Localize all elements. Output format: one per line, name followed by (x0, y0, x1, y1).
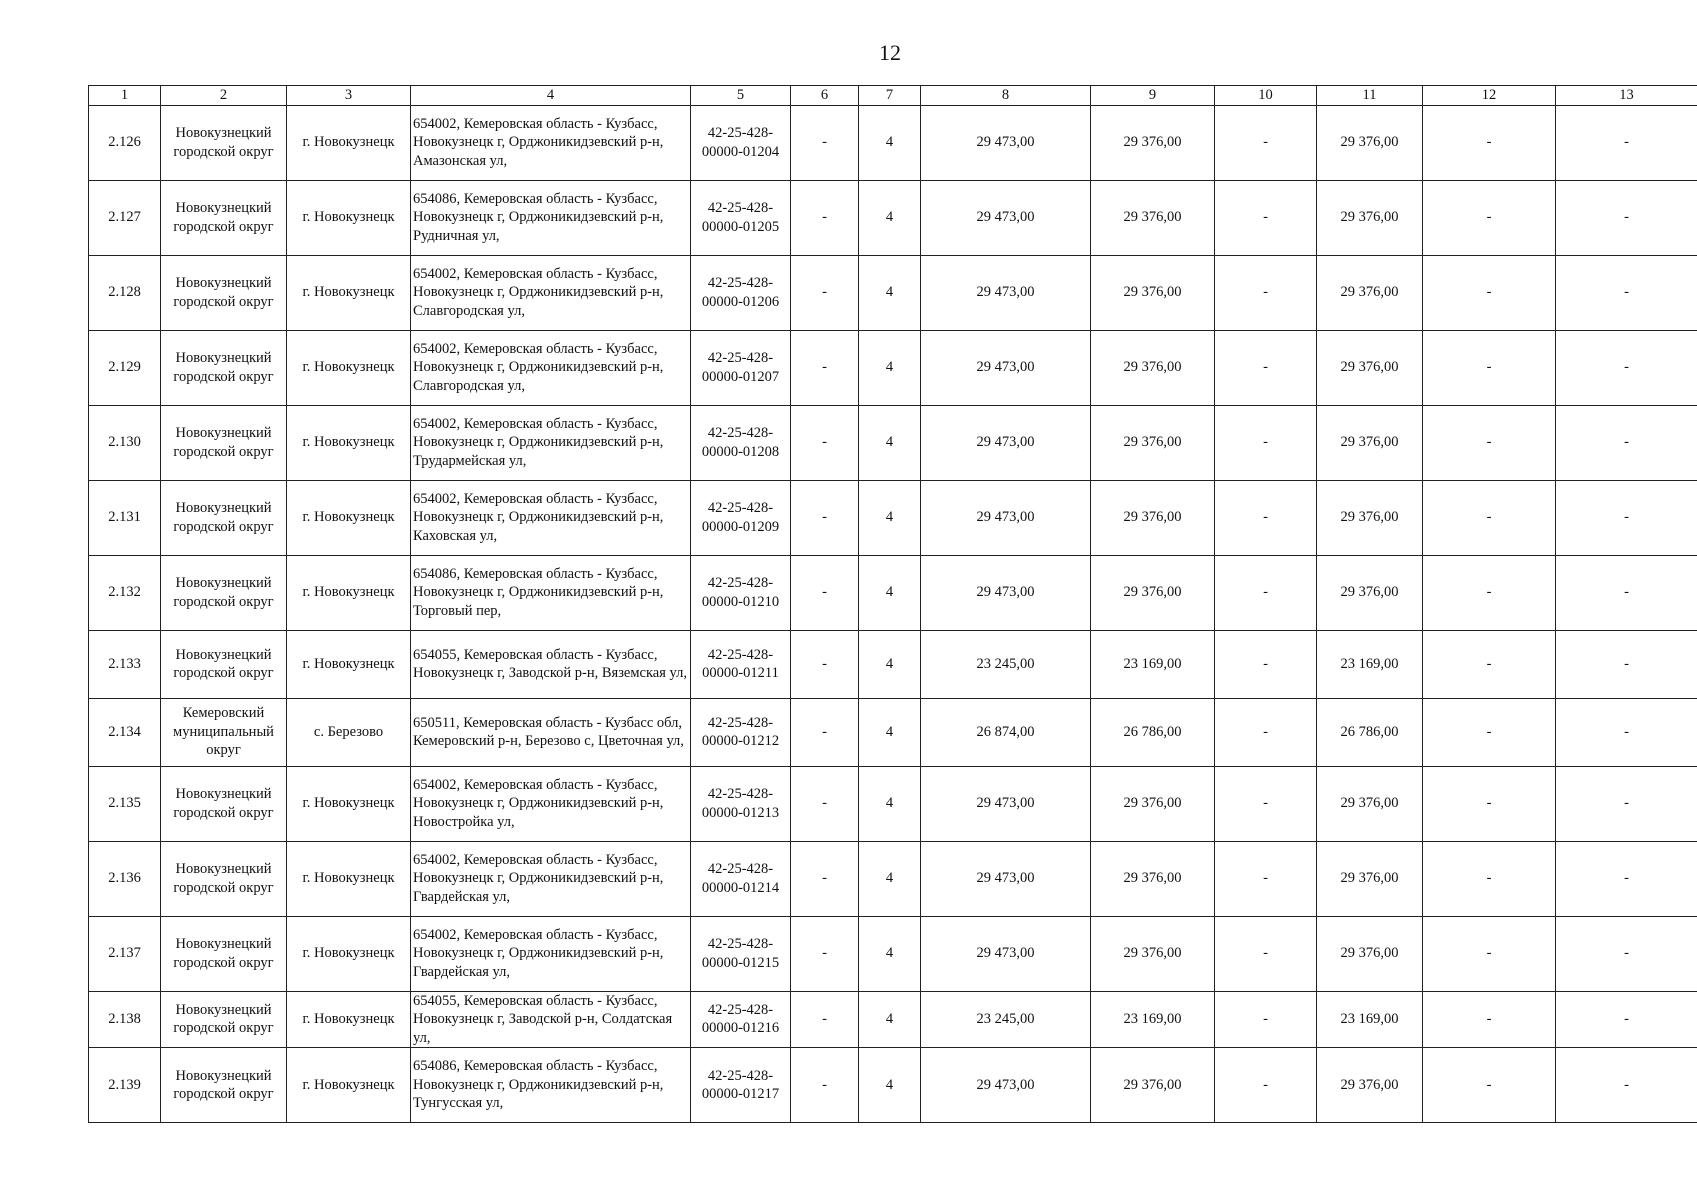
row-number-cell: 2.128 (89, 255, 161, 330)
settlement-cell: г. Новокузнецк (287, 255, 411, 330)
register-table (88, 85, 1697, 1123)
col10-cell: - (1215, 841, 1317, 916)
table-row (89, 180, 1697, 255)
address-cell: 654002, Кемеровская область - Кузбасс, Новокузнецк г, Орджоникидзевский р-н, Амазонская ул, (411, 105, 691, 180)
col13-cell: - (1556, 105, 1697, 180)
col8-amount-cell: 29 473,00 (921, 555, 1091, 630)
column-header: 10 (1215, 86, 1317, 106)
address-cell: 654086, Кемеровская область - Кузбасс, Новокузнецк г, Орджоникидзевский р-н, Тунгусская ул, (411, 1048, 691, 1123)
col10-cell: - (1215, 405, 1317, 480)
col9-amount-cell: 23 169,00 (1091, 630, 1215, 698)
district-cell: Новокузнецкий городской округ (161, 480, 287, 555)
col6-cell: - (791, 698, 859, 766)
table-row (89, 480, 1697, 555)
row-number-cell: 2.129 (89, 330, 161, 405)
table-row (89, 991, 1697, 1048)
col11-amount-cell: 29 376,00 (1317, 405, 1423, 480)
address-cell: 654086, Кемеровская область - Кузбасс, Новокузнецк г, Орджоникидзевский р-н, Рудничная ул, (411, 180, 691, 255)
col7-cell: 4 (859, 330, 921, 405)
col13-cell: - (1556, 1048, 1697, 1123)
district-cell: Кемеровский муниципальный округ (161, 698, 287, 766)
table-row (89, 330, 1697, 405)
table-row (89, 105, 1697, 180)
address-cell: 654086, Кемеровская область - Кузбасс, Новокузнецк г, Орджоникидзевский р-н, Торговый пер, (411, 555, 691, 630)
col12-cell: - (1423, 405, 1556, 480)
row-number-cell: 2.138 (89, 991, 161, 1048)
col13-cell: - (1556, 991, 1697, 1048)
settlement-cell: г. Новокузнецк (287, 630, 411, 698)
col12-cell: - (1423, 330, 1556, 405)
col10-cell: - (1215, 916, 1317, 991)
column-header: 9 (1091, 86, 1215, 106)
code-cell: 42-25-428-00000-01205 (691, 180, 791, 255)
settlement-cell: г. Новокузнецк (287, 480, 411, 555)
page-number: 12 (879, 40, 901, 65)
row-number-cell: 2.135 (89, 766, 161, 841)
district-cell: Новокузнецкий городской округ (161, 916, 287, 991)
row-number-cell: 2.136 (89, 841, 161, 916)
col8-amount-cell: 29 473,00 (921, 330, 1091, 405)
row-number-cell: 2.139 (89, 1048, 161, 1123)
col6-cell: - (791, 330, 859, 405)
col12-cell: - (1423, 698, 1556, 766)
col13-cell: - (1556, 630, 1697, 698)
code-cell: 42-25-428-00000-01215 (691, 916, 791, 991)
col9-amount-cell: 29 376,00 (1091, 180, 1215, 255)
col11-amount-cell: 29 376,00 (1317, 555, 1423, 630)
col8-amount-cell: 29 473,00 (921, 180, 1091, 255)
col12-cell: - (1423, 555, 1556, 630)
col12-cell: - (1423, 841, 1556, 916)
col7-cell: 4 (859, 255, 921, 330)
col12-cell: - (1423, 991, 1556, 1048)
row-number-cell: 2.132 (89, 555, 161, 630)
table-row (89, 630, 1697, 698)
col13-cell: - (1556, 555, 1697, 630)
col6-cell: - (791, 555, 859, 630)
address-cell: 654002, Кемеровская область - Кузбасс, Новокузнецк г, Орджоникидзевский р-н, Гвардейская ул, (411, 841, 691, 916)
col6-cell: - (791, 1048, 859, 1123)
col10-cell: - (1215, 105, 1317, 180)
address-cell: 654002, Кемеровская область - Кузбасс, Новокузнецк г, Орджоникидзевский р-н, Трудармейская ул, (411, 405, 691, 480)
col13-cell: - (1556, 405, 1697, 480)
col7-cell: 4 (859, 555, 921, 630)
col9-amount-cell: 29 376,00 (1091, 480, 1215, 555)
district-cell: Новокузнецкий городской округ (161, 630, 287, 698)
address-cell: 654002, Кемеровская область - Кузбасс, Новокузнецк г, Орджоникидзевский р-н, Каховская ул, (411, 480, 691, 555)
col7-cell: 4 (859, 766, 921, 841)
col8-amount-cell: 29 473,00 (921, 105, 1091, 180)
settlement-cell: г. Новокузнецк (287, 916, 411, 991)
col8-amount-cell: 26 874,00 (921, 698, 1091, 766)
table-row (89, 405, 1697, 480)
col9-amount-cell: 29 376,00 (1091, 105, 1215, 180)
row-number-cell: 2.131 (89, 480, 161, 555)
address-cell: 654002, Кемеровская область - Кузбасс, Новокузнецк г, Орджоникидзевский р-н, Новостройка ул, (411, 766, 691, 841)
settlement-cell: г. Новокузнецк (287, 766, 411, 841)
address-cell: 654055, Кемеровская область - Кузбасс, Новокузнецк г, Заводской р-н, Вяземская ул, (411, 630, 691, 698)
settlement-cell: г. Новокузнецк (287, 555, 411, 630)
district-cell: Новокузнецкий городской округ (161, 766, 287, 841)
col8-amount-cell: 23 245,00 (921, 630, 1091, 698)
column-header: 4 (411, 86, 691, 106)
column-number-row (89, 86, 1697, 106)
col12-cell: - (1423, 766, 1556, 841)
col9-amount-cell: 26 786,00 (1091, 698, 1215, 766)
col12-cell: - (1423, 180, 1556, 255)
table-row (89, 916, 1697, 991)
table-row (89, 555, 1697, 630)
col6-cell: - (791, 630, 859, 698)
col12-cell: - (1423, 630, 1556, 698)
address-cell: 654002, Кемеровская область - Кузбасс, Новокузнецк г, Орджоникидзевский р-н, Гвардейская ул, (411, 916, 691, 991)
column-header: 12 (1423, 86, 1556, 106)
col8-amount-cell: 29 473,00 (921, 766, 1091, 841)
col11-amount-cell: 29 376,00 (1317, 916, 1423, 991)
col13-cell: - (1556, 841, 1697, 916)
col7-cell: 4 (859, 180, 921, 255)
col12-cell: - (1423, 105, 1556, 180)
col9-amount-cell: 29 376,00 (1091, 766, 1215, 841)
col9-amount-cell: 29 376,00 (1091, 330, 1215, 405)
code-cell: 42-25-428-00000-01212 (691, 698, 791, 766)
col10-cell: - (1215, 555, 1317, 630)
district-cell: Новокузнецкий городской округ (161, 555, 287, 630)
row-number-cell: 2.133 (89, 630, 161, 698)
col6-cell: - (791, 405, 859, 480)
col7-cell: 4 (859, 916, 921, 991)
settlement-cell: г. Новокузнецк (287, 180, 411, 255)
column-header: 1 (89, 86, 161, 106)
column-header: 6 (791, 86, 859, 106)
code-cell: 42-25-428-00000-01204 (691, 105, 791, 180)
col11-amount-cell: 29 376,00 (1317, 766, 1423, 841)
code-cell: 42-25-428-00000-01210 (691, 555, 791, 630)
col10-cell: - (1215, 630, 1317, 698)
table-row (89, 1048, 1697, 1123)
code-cell: 42-25-428-00000-01209 (691, 480, 791, 555)
col7-cell: 4 (859, 991, 921, 1048)
col8-amount-cell: 23 245,00 (921, 991, 1091, 1048)
col11-amount-cell: 29 376,00 (1317, 330, 1423, 405)
col11-amount-cell: 23 169,00 (1317, 991, 1423, 1048)
col6-cell: - (791, 105, 859, 180)
col13-cell: - (1556, 480, 1697, 555)
col7-cell: 4 (859, 405, 921, 480)
col6-cell: - (791, 255, 859, 330)
col8-amount-cell: 29 473,00 (921, 480, 1091, 555)
col13-cell: - (1556, 766, 1697, 841)
settlement-cell: г. Новокузнецк (287, 841, 411, 916)
col11-amount-cell: 26 786,00 (1317, 698, 1423, 766)
col11-amount-cell: 29 376,00 (1317, 255, 1423, 330)
settlement-cell: г. Новокузнецк (287, 991, 411, 1048)
code-cell: 42-25-428-00000-01206 (691, 255, 791, 330)
column-header: 8 (921, 86, 1091, 106)
column-header: 5 (691, 86, 791, 106)
district-cell: Новокузнецкий городской округ (161, 1048, 287, 1123)
table-row (89, 698, 1697, 766)
col9-amount-cell: 29 376,00 (1091, 841, 1215, 916)
col13-cell: - (1556, 180, 1697, 255)
address-cell: 654002, Кемеровская область - Кузбасс, Новокузнецк г, Орджоникидзевский р-н, Славгородская ул, (411, 255, 691, 330)
col10-cell: - (1215, 255, 1317, 330)
col13-cell: - (1556, 255, 1697, 330)
col12-cell: - (1423, 1048, 1556, 1123)
col11-amount-cell: 29 376,00 (1317, 180, 1423, 255)
col6-cell: - (791, 991, 859, 1048)
col11-amount-cell: 23 169,00 (1317, 630, 1423, 698)
settlement-cell: с. Березово (287, 698, 411, 766)
row-number-cell: 2.137 (89, 916, 161, 991)
code-cell: 42-25-428-00000-01217 (691, 1048, 791, 1123)
settlement-cell: г. Новокузнецк (287, 105, 411, 180)
district-cell: Новокузнецкий городской округ (161, 841, 287, 916)
col10-cell: - (1215, 180, 1317, 255)
col7-cell: 4 (859, 630, 921, 698)
col7-cell: 4 (859, 841, 921, 916)
col9-amount-cell: 29 376,00 (1091, 405, 1215, 480)
col9-amount-cell: 29 376,00 (1091, 1048, 1215, 1123)
column-header: 13 (1556, 86, 1697, 106)
table-row (89, 841, 1697, 916)
district-cell: Новокузнецкий городской округ (161, 405, 287, 480)
column-header: 11 (1317, 86, 1423, 106)
col10-cell: - (1215, 766, 1317, 841)
col7-cell: 4 (859, 698, 921, 766)
code-cell: 42-25-428-00000-01214 (691, 841, 791, 916)
col6-cell: - (791, 841, 859, 916)
col10-cell: - (1215, 480, 1317, 555)
col7-cell: 4 (859, 1048, 921, 1123)
code-cell: 42-25-428-00000-01207 (691, 330, 791, 405)
col13-cell: - (1556, 916, 1697, 991)
col11-amount-cell: 29 376,00 (1317, 105, 1423, 180)
district-cell: Новокузнецкий городской округ (161, 330, 287, 405)
district-cell: Новокузнецкий городской округ (161, 105, 287, 180)
col6-cell: - (791, 916, 859, 991)
code-cell: 42-25-428-00000-01216 (691, 991, 791, 1048)
col12-cell: - (1423, 916, 1556, 991)
col9-amount-cell: 29 376,00 (1091, 555, 1215, 630)
col9-amount-cell: 23 169,00 (1091, 991, 1215, 1048)
col13-cell: - (1556, 330, 1697, 405)
col13-cell: - (1556, 698, 1697, 766)
col9-amount-cell: 29 376,00 (1091, 916, 1215, 991)
district-cell: Новокузнецкий городской округ (161, 180, 287, 255)
address-cell: 654002, Кемеровская область - Кузбасс, Новокузнецк г, Орджоникидзевский р-н, Славгородская ул, (411, 330, 691, 405)
column-header: 7 (859, 86, 921, 106)
col12-cell: - (1423, 255, 1556, 330)
col7-cell: 4 (859, 105, 921, 180)
row-number-cell: 2.130 (89, 405, 161, 480)
col11-amount-cell: 29 376,00 (1317, 841, 1423, 916)
table-body (89, 105, 1697, 1123)
code-cell: 42-25-428-00000-01208 (691, 405, 791, 480)
col10-cell: - (1215, 698, 1317, 766)
col10-cell: - (1215, 1048, 1317, 1123)
col9-amount-cell: 29 376,00 (1091, 255, 1215, 330)
col7-cell: 4 (859, 480, 921, 555)
settlement-cell: г. Новокузнецк (287, 405, 411, 480)
col6-cell: - (791, 480, 859, 555)
district-cell: Новокузнецкий городской округ (161, 991, 287, 1048)
col8-amount-cell: 29 473,00 (921, 1048, 1091, 1123)
col10-cell: - (1215, 991, 1317, 1048)
row-number-cell: 2.126 (89, 105, 161, 180)
settlement-cell: г. Новокузнецк (287, 1048, 411, 1123)
row-number-cell: 2.127 (89, 180, 161, 255)
table-row (89, 766, 1697, 841)
column-header: 2 (161, 86, 287, 106)
column-header: 3 (287, 86, 411, 106)
col6-cell: - (791, 180, 859, 255)
code-cell: 42-25-428-00000-01211 (691, 630, 791, 698)
col8-amount-cell: 29 473,00 (921, 841, 1091, 916)
row-number-cell: 2.134 (89, 698, 161, 766)
address-cell: 650511, Кемеровская область - Кузбасс обл, Кемеровский р-н, Березово с, Цветочная ул, (411, 698, 691, 766)
col12-cell: - (1423, 480, 1556, 555)
col11-amount-cell: 29 376,00 (1317, 480, 1423, 555)
col6-cell: - (791, 766, 859, 841)
col11-amount-cell: 29 376,00 (1317, 1048, 1423, 1123)
table-row (89, 255, 1697, 330)
address-cell: 654055, Кемеровская область - Кузбасс, Новокузнецк г, Заводской р-н, Солдатская ул, (411, 991, 691, 1048)
col8-amount-cell: 29 473,00 (921, 916, 1091, 991)
col8-amount-cell: 29 473,00 (921, 405, 1091, 480)
district-cell: Новокузнецкий городской округ (161, 255, 287, 330)
settlement-cell: г. Новокузнецк (287, 330, 411, 405)
col10-cell: - (1215, 330, 1317, 405)
col8-amount-cell: 29 473,00 (921, 255, 1091, 330)
code-cell: 42-25-428-00000-01213 (691, 766, 791, 841)
